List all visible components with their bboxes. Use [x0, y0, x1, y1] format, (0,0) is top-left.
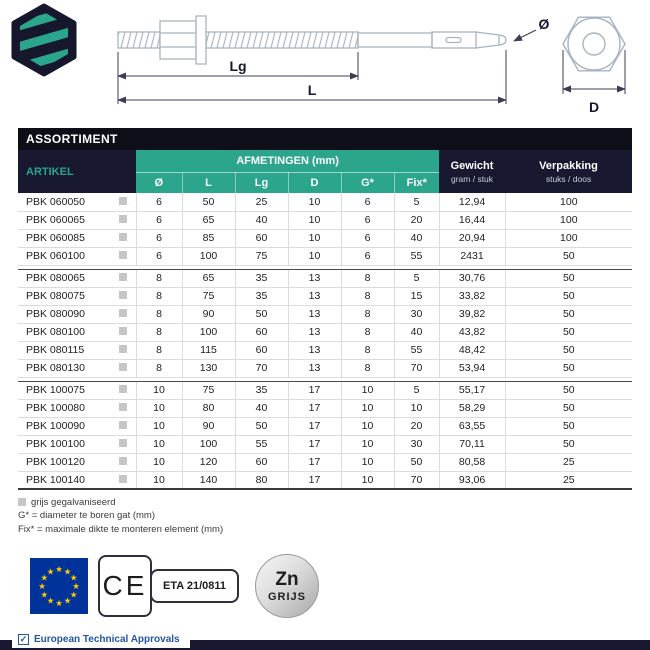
lg-cell: 60: [235, 453, 288, 471]
verpakking-cell: 50: [505, 269, 632, 287]
fix-cell: 5: [394, 193, 439, 211]
table-title: ASSORTIMENT: [26, 132, 118, 146]
lg-cell: 25: [235, 193, 288, 211]
diameter-cell: 10: [136, 381, 182, 399]
table-row: [18, 287, 632, 305]
dimension-label-l: L: [307, 82, 317, 98]
table-row: [18, 269, 632, 287]
lg-cell: 80: [235, 471, 288, 489]
l-cell: 75: [182, 381, 235, 399]
artikel-cell: PBK 060100: [18, 247, 110, 265]
l-cell: 90: [182, 417, 235, 435]
diameter-cell: 8: [136, 287, 182, 305]
fix-cell: 50: [394, 453, 439, 471]
artikel-cell: PBK 060065: [18, 211, 110, 229]
d-cell: 13: [288, 287, 341, 305]
diameter-cell: 6: [136, 193, 182, 211]
table-row: [18, 247, 632, 265]
lg-cell: 70: [235, 359, 288, 377]
column-header-l: L: [182, 173, 235, 194]
gewicht-cell: 16,44: [439, 211, 505, 229]
galvanized-marker-cell: [110, 287, 136, 305]
note-fix: Fix* = maximale dikte te monteren element (mm): [18, 523, 224, 535]
verpakking-label: Verpakking: [539, 159, 598, 172]
artikel-cell: PBK 080090: [18, 305, 110, 323]
gray-square-icon: [119, 327, 127, 335]
diameter-cell: 8: [136, 269, 182, 287]
artikel-cell: PBK 080115: [18, 341, 110, 359]
svg-text:★: ★: [40, 573, 49, 584]
table-row: [18, 305, 632, 323]
column-header-d: D: [288, 173, 341, 194]
svg-text:★: ★: [63, 596, 72, 607]
note-g: G* = diameter te boren gat (mm): [18, 510, 156, 522]
d-cell: 13: [288, 269, 341, 287]
d-cell: 17: [288, 435, 341, 453]
galvanized-marker-cell: [110, 247, 136, 265]
lg-cell: 50: [235, 417, 288, 435]
g-cell: 8: [341, 287, 394, 305]
svg-text:★: ★: [38, 581, 46, 592]
column-header-gewicht: [439, 150, 505, 193]
footnotes: [18, 496, 632, 536]
diameter-cell: 8: [136, 305, 182, 323]
artikel-cell: PBK 100120: [18, 453, 110, 471]
gewicht-cell: 70,11: [439, 435, 505, 453]
diameter-cell: 8: [136, 341, 182, 359]
gray-square-icon: [119, 309, 127, 317]
gewicht-cell: 80,58: [439, 453, 505, 471]
l-cell: 140: [182, 471, 235, 489]
svg-text:★: ★: [69, 573, 78, 584]
l-cell: 120: [182, 453, 235, 471]
gray-square-icon: [119, 363, 127, 371]
eu-flag-icon: [30, 558, 88, 614]
diameter-cell: 6: [136, 247, 182, 265]
l-cell: 65: [182, 269, 235, 287]
verpakking-cell: 50: [505, 435, 632, 453]
eta-approval-label: ✓ European Technical Approvals: [12, 631, 190, 648]
artikel-cell: PBK 080130: [18, 359, 110, 377]
d-cell: 17: [288, 471, 341, 489]
verpakking-cell: 50: [505, 359, 632, 377]
gewicht-cell: 39,82: [439, 305, 505, 323]
gewicht-label: Gewicht: [450, 159, 494, 172]
lg-cell: 60: [235, 341, 288, 359]
ce-eta-group: [98, 555, 239, 617]
gewicht-cell: 20,94: [439, 229, 505, 247]
fix-cell: 15: [394, 287, 439, 305]
table-row: [18, 417, 632, 435]
lg-cell: 35: [235, 381, 288, 399]
galvanized-marker-cell: [110, 399, 136, 417]
galvanized-marker-cell: [110, 435, 136, 453]
gewicht-cell: 12,94: [439, 193, 505, 211]
artikel-cell: PBK 060050: [18, 193, 110, 211]
gray-square-icon: [119, 475, 127, 483]
column-header-g: G*: [341, 173, 394, 194]
fix-cell: 55: [394, 247, 439, 265]
galvanized-marker-cell: [110, 193, 136, 211]
footer-bar: [0, 624, 650, 650]
svg-text:★: ★: [63, 567, 72, 578]
gray-square-icon: [119, 291, 127, 299]
anchor-side-view-icon: [118, 16, 506, 64]
galvanized-marker-cell: [110, 417, 136, 435]
artikel-cell: PBK 100090: [18, 417, 110, 435]
verpakking-cell: 25: [505, 453, 632, 471]
verpakking-cell: 50: [505, 381, 632, 399]
table-title-bar: [18, 128, 632, 150]
gewicht-cell: 55,17: [439, 381, 505, 399]
d-cell: 17: [288, 453, 341, 471]
g-cell: 8: [341, 359, 394, 377]
g-cell: 10: [341, 381, 394, 399]
g-cell: 6: [341, 247, 394, 265]
g-cell: 10: [341, 399, 394, 417]
galvanized-marker-cell: [110, 453, 136, 471]
l-cell: 115: [182, 341, 235, 359]
galvanized-marker-cell: [110, 211, 136, 229]
artikel-cell: PBK 100140: [18, 471, 110, 489]
gewicht-cell: 58,29: [439, 399, 505, 417]
verpakking-cell: 50: [505, 399, 632, 417]
column-header-fix: Fix*: [394, 173, 439, 194]
d-cell: 13: [288, 323, 341, 341]
d-cell: 10: [288, 211, 341, 229]
d-cell: 10: [288, 229, 341, 247]
diameter-cell: 8: [136, 359, 182, 377]
verpakking-cell: 100: [505, 193, 632, 211]
galvanized-marker-cell: [110, 471, 136, 489]
gray-square-icon: [119, 273, 127, 281]
gewicht-cell: 48,42: [439, 341, 505, 359]
svg-text:★: ★: [46, 596, 55, 607]
fix-cell: 55: [394, 341, 439, 359]
gewicht-sublabel: gram / stuk: [451, 173, 494, 184]
table-row: [18, 381, 632, 399]
lg-cell: 55: [235, 435, 288, 453]
d-cell: 10: [288, 247, 341, 265]
l-cell: 80: [182, 399, 235, 417]
gewicht-cell: 43,82: [439, 323, 505, 341]
table-row: [18, 341, 632, 359]
g-cell: 6: [341, 193, 394, 211]
fix-cell: 70: [394, 471, 439, 489]
g-cell: 10: [341, 471, 394, 489]
artikel-cell: PBK 080065: [18, 269, 110, 287]
table-row: [18, 229, 632, 247]
verpakking-cell: 50: [505, 417, 632, 435]
checkbox-icon: ✓: [19, 634, 28, 644]
gewicht-cell: 93,06: [439, 471, 505, 489]
artikel-cell: PBK 080075: [18, 287, 110, 305]
zn-label: Zn: [275, 568, 299, 590]
svg-text:★: ★: [40, 590, 49, 601]
g-cell: 10: [341, 435, 394, 453]
note-galvanized: grijs gegalvaniseerd: [18, 496, 632, 509]
fix-cell: 70: [394, 359, 439, 377]
gewicht-cell: 53,94: [439, 359, 505, 377]
l-cell: 130: [182, 359, 235, 377]
diameter-cell: 6: [136, 211, 182, 229]
d-cell: 10: [288, 193, 341, 211]
galvanized-marker-cell: [110, 305, 136, 323]
zn-grijs-badge: [255, 554, 319, 618]
fix-cell: 40: [394, 323, 439, 341]
diameter-cell: 10: [136, 435, 182, 453]
fix-cell: 10: [394, 399, 439, 417]
artikel-cell: PBK 080100: [18, 323, 110, 341]
g-cell: 6: [341, 229, 394, 247]
gray-square-icon: [119, 233, 127, 241]
lg-cell: 35: [235, 287, 288, 305]
svg-text:★: ★: [55, 598, 63, 609]
galvanized-marker-cell: [110, 229, 136, 247]
eta-badge: ETA 21/0811: [150, 569, 239, 603]
lg-cell: 60: [235, 323, 288, 341]
gray-square-icon: [119, 403, 127, 411]
verpakking-sublabel: stuks / doos: [545, 173, 592, 184]
brand-logo-icon: [1, 4, 91, 74]
galvanized-marker-cell: [110, 269, 136, 287]
table-row: [18, 435, 632, 453]
gray-square-icon: [119, 385, 127, 393]
verpakking-cell: 50: [505, 287, 632, 305]
column-header-afmetingen: AFMETINGEN (mm): [136, 150, 439, 173]
galvanized-marker-cell: [110, 323, 136, 341]
l-cell: 75: [182, 287, 235, 305]
d-cell: 17: [288, 381, 341, 399]
artikel-cell: PBK 100100: [18, 435, 110, 453]
galvanized-marker-cell: [110, 381, 136, 399]
svg-text:★: ★: [46, 567, 55, 578]
lg-cell: 60: [235, 229, 288, 247]
g-cell: 8: [341, 341, 394, 359]
fix-cell: 5: [394, 269, 439, 287]
drawing-area: [0, 0, 650, 128]
l-cell: 90: [182, 305, 235, 323]
fix-cell: 40: [394, 229, 439, 247]
l-cell: 100: [182, 247, 235, 265]
lg-cell: 35: [235, 269, 288, 287]
fix-cell: 20: [394, 417, 439, 435]
d-cell: 13: [288, 341, 341, 359]
verpakking-cell: 100: [505, 229, 632, 247]
l-cell: 50: [182, 193, 235, 211]
diameter-cell: 10: [136, 471, 182, 489]
l-cell: 85: [182, 229, 235, 247]
fix-cell: 20: [394, 211, 439, 229]
diameter-cell: 10: [136, 417, 182, 435]
fix-cell: 5: [394, 381, 439, 399]
lg-cell: 75: [235, 247, 288, 265]
column-header-verpakking: [505, 150, 632, 193]
d-cell: 17: [288, 417, 341, 435]
gray-square-icon: [119, 345, 127, 353]
gray-square-icon: [119, 251, 127, 259]
diameter-cell: 10: [136, 399, 182, 417]
artikel-cell: PBK 060085: [18, 229, 110, 247]
d-cell: 17: [288, 399, 341, 417]
gray-square-icon: [119, 421, 127, 429]
table-row: [18, 211, 632, 229]
gewicht-cell: 2431: [439, 247, 505, 265]
artikel-cell: PBK 100080: [18, 399, 110, 417]
table-body: [18, 193, 632, 489]
ce-mark: CE: [98, 555, 152, 617]
gray-square-icon: [119, 215, 127, 223]
diameter-cell: 6: [136, 229, 182, 247]
gewicht-cell: 33,82: [439, 287, 505, 305]
g-cell: 6: [341, 211, 394, 229]
verpakking-cell: 25: [505, 471, 632, 489]
gewicht-cell: 63,55: [439, 417, 505, 435]
grijs-label: GRIJS: [267, 590, 306, 603]
fix-cell: 30: [394, 305, 439, 323]
l-cell: 100: [182, 435, 235, 453]
svg-text:★: ★: [72, 581, 80, 592]
fix-cell: 30: [394, 435, 439, 453]
column-header-lg: Lg: [235, 173, 288, 194]
table-row: [18, 471, 632, 489]
product-table: [18, 150, 632, 490]
diameter-cell: 8: [136, 323, 182, 341]
verpakking-cell: 50: [505, 323, 632, 341]
svg-text:★: ★: [55, 564, 63, 575]
artikel-cell: PBK 100075: [18, 381, 110, 399]
gray-square-icon: [119, 457, 127, 465]
gray-square-icon: [119, 197, 127, 205]
d-cell: 13: [288, 305, 341, 323]
g-cell: 10: [341, 417, 394, 435]
table-row: [18, 399, 632, 417]
lg-cell: 40: [235, 399, 288, 417]
g-cell: 10: [341, 453, 394, 471]
g-cell: 8: [341, 305, 394, 323]
gewicht-cell: 30,76: [439, 269, 505, 287]
g-cell: 8: [341, 323, 394, 341]
dimension-label-d: D: [588, 99, 600, 115]
table-row: [18, 359, 632, 377]
verpakking-cell: 50: [505, 305, 632, 323]
table-row: [18, 193, 632, 211]
lg-cell: 40: [235, 211, 288, 229]
table-row: [18, 323, 632, 341]
table-row: [18, 453, 632, 471]
l-cell: 100: [182, 323, 235, 341]
d-cell: 13: [288, 359, 341, 377]
diameter-cell: 10: [136, 453, 182, 471]
column-header-artikel: ARTIKEL: [18, 150, 136, 193]
gray-square-icon: [18, 498, 26, 506]
column-header-diameter: Ø: [136, 173, 182, 194]
galvanized-marker-cell: [110, 359, 136, 377]
gray-square-icon: [119, 439, 127, 447]
technical-drawing: [0, 0, 650, 128]
anchor-end-view-icon: [563, 17, 625, 71]
galvanized-marker-cell: [110, 341, 136, 359]
lg-cell: 50: [235, 305, 288, 323]
certification-badges: [30, 552, 650, 620]
verpakking-cell: 50: [505, 341, 632, 359]
dimension-label-lg: Lg: [229, 58, 247, 74]
l-cell: 65: [182, 211, 235, 229]
dimension-label-diameter: Ø: [538, 16, 550, 32]
verpakking-cell: 100: [505, 211, 632, 229]
verpakking-cell: 50: [505, 247, 632, 265]
g-cell: 8: [341, 269, 394, 287]
svg-text:★: ★: [69, 590, 78, 601]
